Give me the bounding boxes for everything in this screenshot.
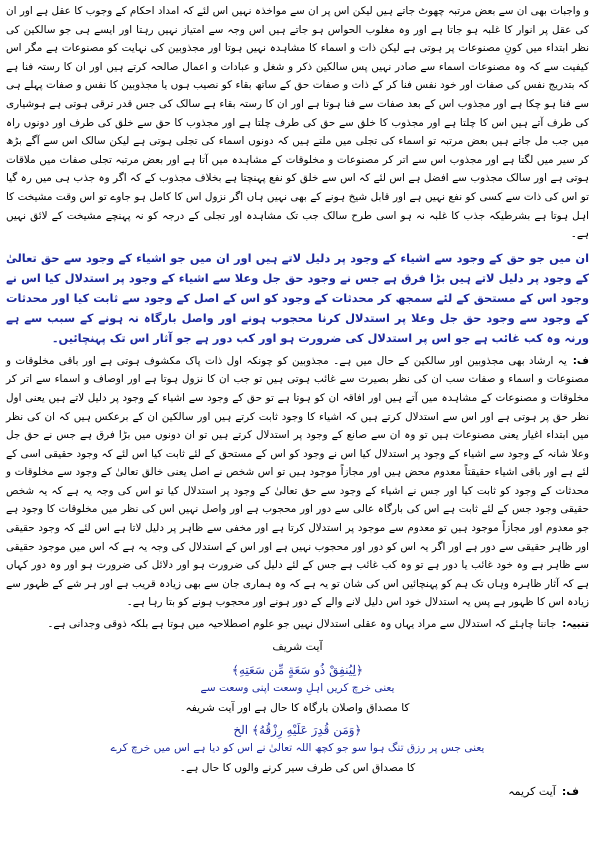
paragraph-explanation-text: یہ ارشاد بھی مجذوبین اور سالکین کے حال میں ہے۔ مجذوبین کو چونکہ اول ذات پاک مکشوف ہوتی ہے اور باقی مخلوقات و مصنوعات و اسماء و صفات سب ان کی نظر بصیرت سے غائب ہوتی ہیں تو جب ان کا نزول ہوتا ہے اور اوصاف و اسماء سے اتر کر مخلوقات و مصنوعات کے مشاہدہ میں آتے ہیں اور افاقہ ان کو ہوتا ہے تو حق کے وجود سے اشیاء کے وجود پر دلیل لاتے ہیں یعنی اول نظر حق پر ہوتی ہے اور اس سے استدلال کرتے ہیں کہ اشیاء کا وجود ثابت کرتے ہیں اور سالکین ان کے برعکس ہیں کہ ان کی نظر میں ابتداء اغیار یعنی مصنوعات ہیں تو وہ ان سے صانع کے وجود پر استدلال کرتے ہیں تو ان دونوں میں بڑا فرق ہے جس نے حق جل وعلا شانہ کے وجود سے اشیاء کے وجود پر استدلال کیا اس نے وجود کو اس کے مستحق کے لئے ثابت کیا اس لئے کہ وجود حقیقی اسی کے لئے ہے اور باقی اشیاء حقیقتاً معدوم محض ہیں اور مجازاً موجود ہیں تو اس شخص نے اصل یعنی خالق تعالیٰ کے وجود سے مخلوقات و محدثات کے وجود کو ثابت کیا اور جس نے اشیاء کے وجود سے حق تعالیٰ کے وجود پر استدلال کیا تو اس کی وجہ یہ ہے کہ یہ شخص حقیقی وجود جس کے لئے ثابت ہے اس کی بارگاہ عالی سے دور اور محجوب ہے اور واصل نہیں اس کی نظر میں مخلوقات کا وجود ہے جو معدوم اور مجازاً موجود ہیں تو معدوم سے موجود پر استدلال کرتا ہے اور مخفی سے ظاہر پر دلیل لاتا ہے اس لئے کہ وجود حقیقی اور ظاہر حقیقی سے دور ہے اور اگر یہ اس کو دور اور محجوب نہیں ہے اور اس کے استدلال کی وجہ یہ ہے کہ اس میں موجود حقیقی سے ظاہر ہے وہ خود غائب یا دور ہے تو وہ کب غائب ہے جس کے لئے دلیل کی ضرورت ہو اور دلائل کی ضرورت ہو اور وہ دور کہاں ہے کہ آثار ظاہرہ وہاں تک ہم کو پہنچائیں اس کی شان تو یہ ہے کہ وہ ہماری جان سے بھی زیادہ قریب ہے اور ہر شے کے ظہور سے زیادہ اس کا ظہور ہے پس یہ استدلال خود اس دلیل لانے والے کے دور ہونے اور محجوب ہونے کو بتا رہا ہے۔	[6, 354, 589, 609]
tanbeeh-label: تنبیہ:	[562, 618, 589, 631]
verse-translation-1: یعنی خرچ کریں اہلِ وسعت اپنی وسعت سے	[200, 682, 395, 695]
verse-block-1	[6, 659, 589, 680]
quran-verse-1: ﴿لِيُنفِقْ ذُو سَعَةٍ مِّن سَعَتِهِ﴾	[231, 663, 364, 678]
ayat-heading: آیت شریف	[272, 640, 323, 654]
quran-verse-2: ﴿وَمَن قُدِرَ عَلَيْهِ رِزْقُهُ﴾ الخ	[233, 723, 362, 738]
verse-reference-1: کا مصداق واصلان بارگاہ کا حال ہے اور آیت شریفہ	[185, 702, 410, 715]
footer-label: ف:	[561, 785, 579, 799]
footer-text: آیت کریمہ	[508, 785, 556, 799]
footer-note	[6, 783, 589, 801]
paragraph-main-saying: ان میں جو حق کے وجود سے اشیاء کے وجود پر دلیل لاتے ہیں اور ان میں جو اشیاء کے وجود سے حق تعالیٰ کے وجود پر دلیل لاتے ہیں بڑا فرق ہے جس نے وجود حق جل وعلا سے اشیاء کے وجود پر استدلال کیا اس نے وجود اس کے مستحق کے لئے سمجھ کر محدثات کے وجود کو اس کے اصل کے وجود سے ثابت کیا اور محدثات کے وجود سے وجود حق جل وعلا پر استدلال کرنا محجوب ہونے اور واصل بارگاہ نہ ہونے کے سبب سے ہے ورنہ وہ کب غائب ہے جو اس پر استدلال کی ضرورت ہو اور کب دور ہے جو آثار اس تک پہنچائیں۔	[6, 250, 589, 345]
verse-translation-2: یعنی جس پر رزق تنگ ہوا سو جو کچھ اللہ تعالیٰ نے اس کو دیا ہے اس میں خرچ کرے	[110, 742, 485, 755]
note-label: ف:	[572, 354, 589, 367]
paragraph-intro: و واجبات بھی ان سے بعض مرتبہ چھوٹ جاتے ہیں لیکن اس پر ان سے مواخذہ نہیں اس لئے کہ امداد احکام کے وجوب کا عقل ہے اور ان کی عقل پر انوار کا غلبہ ہو جاتا ہے اور وہ مغلوب الحواس ہو جاتے ہیں اس وجہ سے امتیاز نہیں رہتا اور ایسے ہی جو سالکین کی نظر ابتداء میں کونِ مصنوعات پر ہوتی ہے لیکن ذات و اسماء کا مشاہدہ نہیں ہوتا اور مجذوبین کی نہایت کو مصنوعات ہے مگر اس کیفیت سے کہ وہ مصنوعات اسماء سے صادر نہیں پس سالکین ذکر و شغل و عبادات و اعمال صالحہ کرتے ہیں اور ان کا رستہ فنا ہے کہ بتدریج نفس کی صفات اور خود نفس فنا کر کے ذات و صفات حق کے ساتھ بقاء کو نصیب ہوں یا مجذوبین کا نفس و صفات پہلے ہی سے فنا ہو چکا ہے اور مجذوب اس کے بعد صفات سے فنا ہوتا ہے اور ان کا رستہ بقاء ہے سالک کی جس قدر ترقی ہوتی ہے ہوشیاری کی طرف آتے ہیں اس کا چلتا ہے اور مجذوب کا خلق سے حق کی طرف چلتا ہے اور مجذوب کا حق سے خلق کی طرف اور دونوں راہ میں جب مل جاتے ہیں بعض مرتبہ تو اسماء کی تجلی میں ملتے ہیں کہ دونوں اسماء کی تجلی ہوتی ہے لیکن سالک اس سے آگے بڑھ کر سیر میں لگتا ہے اور مجذوب اس سے اتر کر مصنوعات و مخلوقات کے مشاہدہ میں آتا ہے اور بعض مرتبہ تجلی صفات میں ملاقات ہوتی ہے اور سالک مجذوب سے افضل ہے اس لئے کہ اس سے خلق کو نفع پہنچتا ہے بخلاف مجذوب کے کہ اگر وہ جذب ہی میں رہ گیا تو اس کی ذات سے کسی کو نفع نہیں ہے اور قابل شیخ ہونے کے بھی نہیں ہاں اگر نزول اس کا کامل ہو جاوے تو اس وقت مشیخت کا اہل ہوتا ہے بشرطیکہ جذب کا غلبہ نہ ہو اسی طرح سالک جب تک مشاہدہ اور تجلی کے درجہ کو نہ پہنچے مشیخت کے لائق نہیں ہے۔	[6, 5, 589, 241]
tanbeeh-note	[6, 615, 589, 633]
document-page	[6, 2, 589, 801]
paragraph-explanation	[6, 352, 589, 612]
verse-block-2	[6, 719, 589, 740]
verse-reference-2: کا مصداق اس کی طرف سیر کرنے والوں کا حال ہے۔	[179, 762, 416, 775]
tanbeeh-text: جاننا چاہئے کہ استدلال سے مراد یہاں وہ عقلی استدلال نہیں جو علوم اصطلاحیہ میں ہوتا ہے بلکہ ذوقی وجدانی ہے۔	[47, 618, 557, 631]
